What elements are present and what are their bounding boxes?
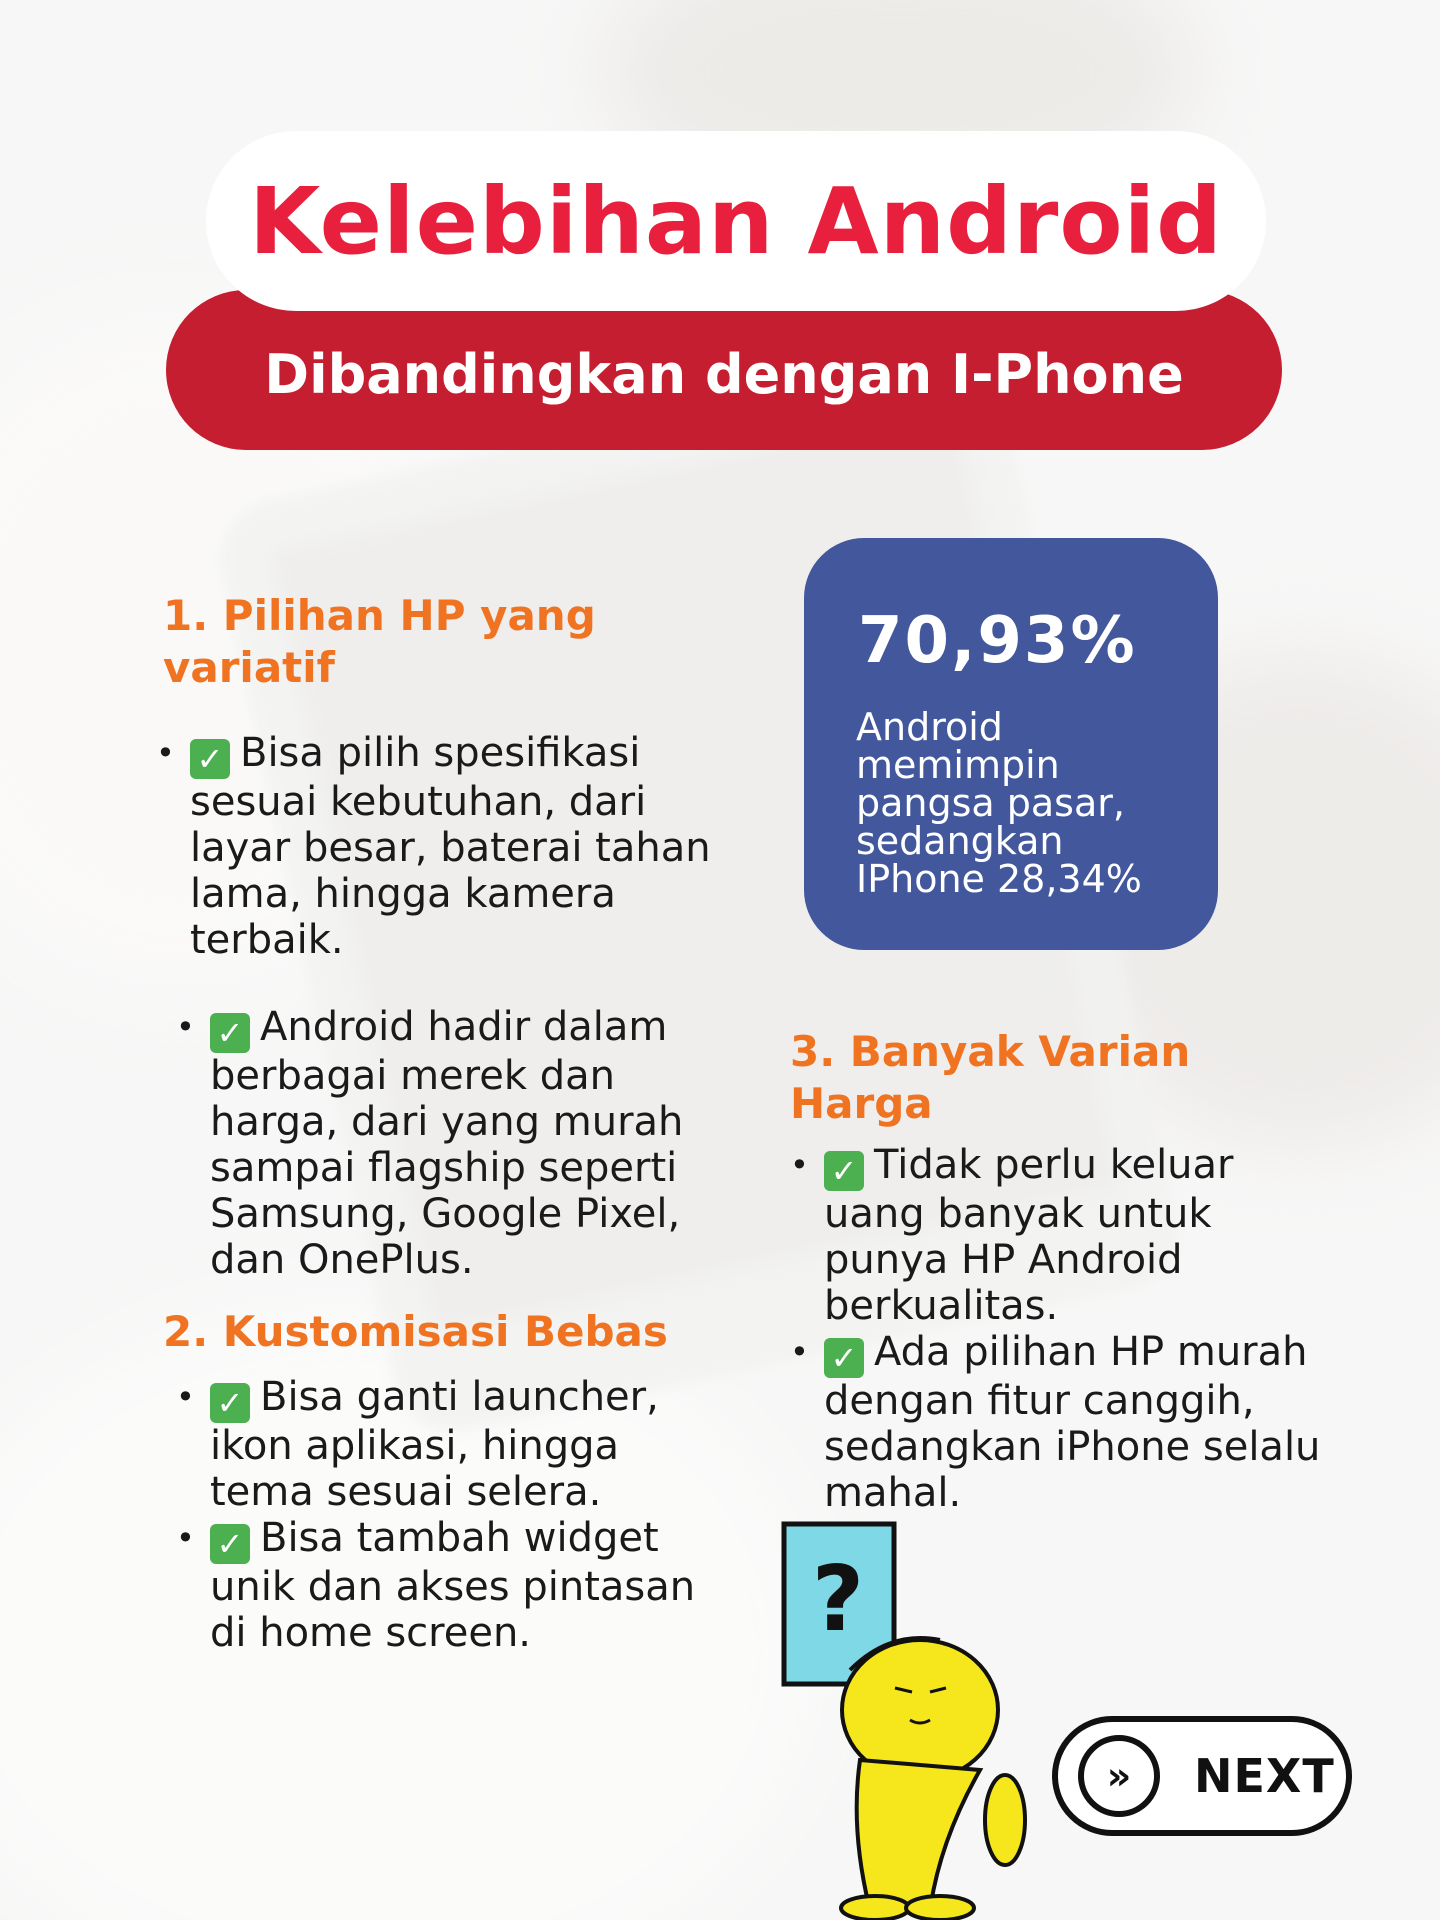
market-share-description: Android memimpin pangsa pasar, sedangkan IPhone 28,34% (856, 705, 1142, 901)
list-item: • ✓ Android hadir dalam berbagai merek dan harga, dari yang murah sampai flagship seperti Samsung, Google Pixel, dan OnePlus. (176, 1004, 684, 1283)
checkmark-icon: ✓ (210, 1524, 250, 1564)
double-chevron-right-icon: » (1078, 1735, 1160, 1817)
bullet-list-3 (790, 1142, 1344, 1516)
confused-mascot-illustration (780, 1520, 1040, 1920)
checkmark-icon: ✓ (210, 1383, 250, 1423)
next-button[interactable] (1052, 1716, 1352, 1836)
section-title-3: 3. Banyak Varian Harga (790, 1027, 1191, 1128)
list-item: • ✓ Tidak perlu keluar uang banyak untuk punya HP Android berkualitas. (790, 1142, 1234, 1329)
title-banner (206, 131, 1266, 311)
checkmark-icon: ✓ (824, 1338, 864, 1378)
list-item: • ✓ Bisa tambah widget unik dan akses pintasan di home screen. (176, 1515, 696, 1656)
checkmark-icon: ✓ (190, 739, 230, 779)
section-title-1: 1. Pilihan HP yang variatif (163, 591, 596, 692)
list-item: • ✓ Bisa pilih spesifikasi sesuai kebutuhan, dari layar besar, baterai tahan lama, hingga kamera terbaik. (156, 730, 711, 963)
svg-text:?: ? (811, 1547, 865, 1652)
checkmark-icon: ✓ (210, 1013, 250, 1053)
bullet-list-2 (176, 1374, 730, 1656)
subtitle-banner (166, 290, 1282, 450)
page-title: Kelebihan Android (248, 167, 1223, 275)
list-item: • ✓ Bisa ganti launcher, ikon aplikasi, hingga tema sesuai selera. (176, 1374, 659, 1515)
next-button-label: NEXT (1194, 1749, 1335, 1803)
checkmark-icon: ✓ (824, 1151, 864, 1191)
list-item: • ✓ Ada pilihan HP murah dengan fitur canggih, sedangkan iPhone selalu mahal. (790, 1329, 1321, 1516)
market-share-card (804, 538, 1218, 950)
bullet-list-1 (156, 730, 720, 963)
page-subtitle: Dibandingkan dengan I-Phone (264, 342, 1184, 406)
market-share-value: 70,93% (858, 604, 1137, 678)
bullet-list-1b (176, 1004, 730, 1283)
section-title-2: 2. Kustomisasi Bebas (163, 1307, 668, 1356)
